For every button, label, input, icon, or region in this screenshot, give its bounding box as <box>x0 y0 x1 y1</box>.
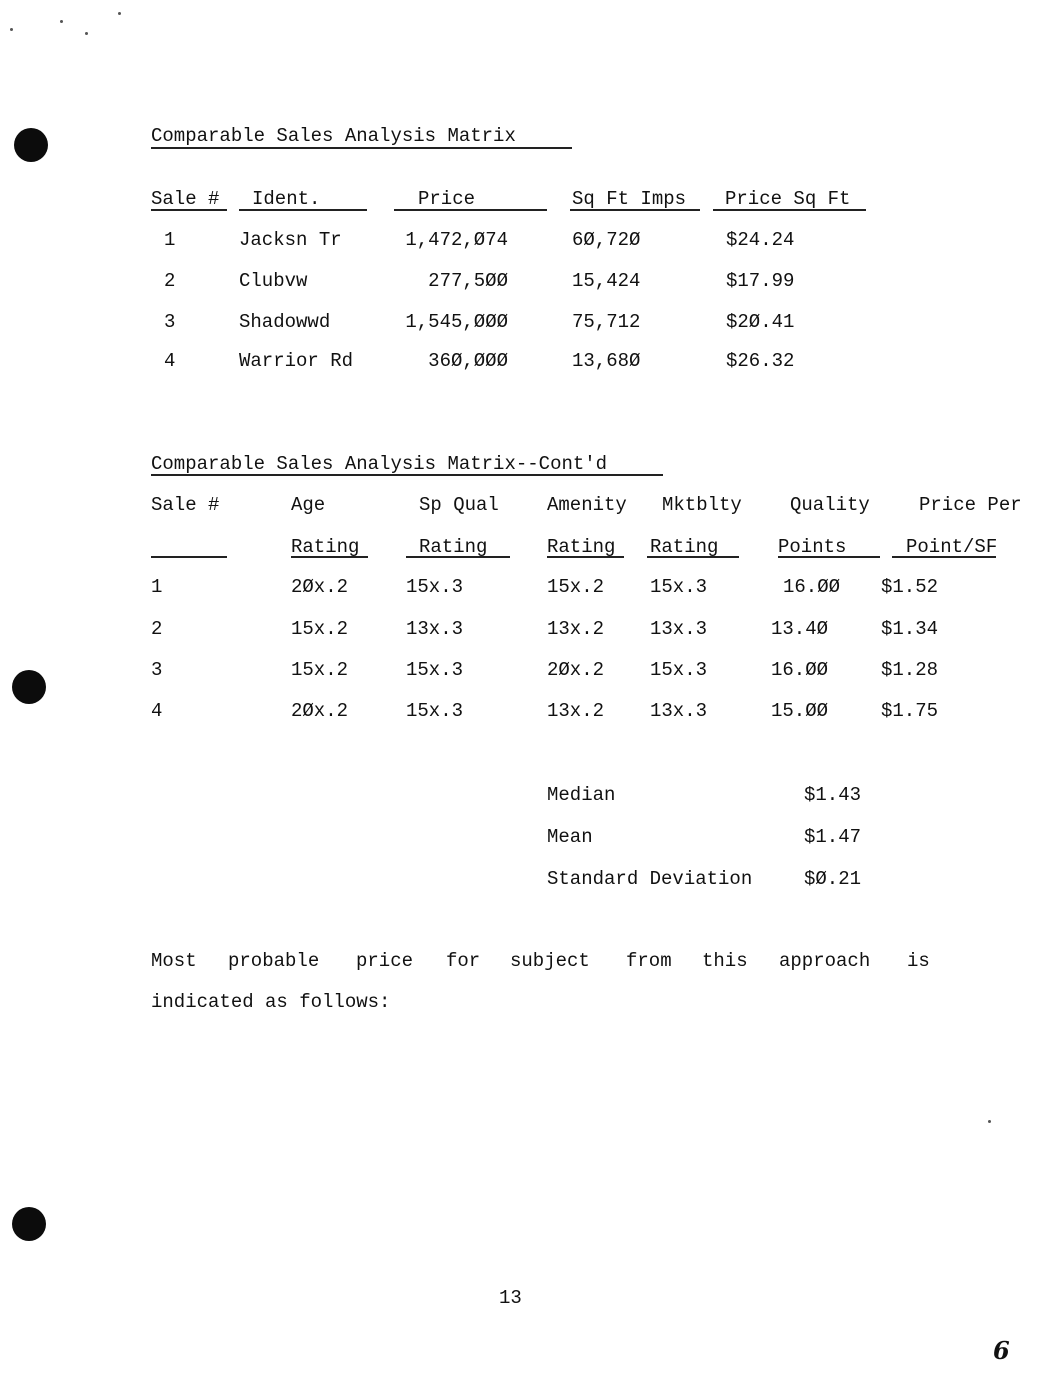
cell-ident: Jacksn Tr <box>239 229 342 251</box>
conclusion-word: this <box>702 950 748 972</box>
cell-amenity: 2Øx.2 <box>547 659 605 681</box>
header-sp-qual-rating: Rating <box>419 536 488 558</box>
cell-sqft: 6Ø,72Ø <box>572 229 641 251</box>
cell-sale: 2 <box>164 270 176 292</box>
stat-value-mean: $1.47 <box>804 826 862 848</box>
cell-sp-qual: 15x.3 <box>406 700 464 722</box>
header-rule <box>291 556 368 558</box>
conclusion-word: for <box>446 950 481 972</box>
header-rule <box>892 556 996 558</box>
scan-speck <box>60 20 63 23</box>
conclusion-word: from <box>626 950 672 972</box>
cell-price: 1,472,Ø74 <box>405 229 508 251</box>
header-age-rating: Rating <box>291 536 360 558</box>
cell-mktblty: 15x.3 <box>650 576 708 598</box>
cell-quality-points: 16.ØØ <box>782 576 840 598</box>
cell-amenity: 13x.2 <box>547 618 605 640</box>
header-price-sqft: Price Sq Ft <box>725 188 851 210</box>
cell-sp-qual: 15x.3 <box>406 576 464 598</box>
stat-value-std-dev: $Ø.21 <box>804 868 862 890</box>
header-mktblty-rating: Rating <box>650 536 719 558</box>
cell-sale: 4 <box>151 700 163 722</box>
cell-sqft: 15,424 <box>572 270 641 292</box>
header-price: Price <box>418 188 476 210</box>
header-rule <box>547 556 624 558</box>
header-rule <box>239 209 367 211</box>
header-amenity: Amenity <box>547 494 627 516</box>
header-rule <box>406 556 510 558</box>
header-rule <box>713 209 866 211</box>
cell-price-per-point: $1.34 <box>881 618 939 640</box>
cell-sale: 1 <box>164 229 176 251</box>
cell-sale: 3 <box>151 659 163 681</box>
cell-age: 15x.2 <box>291 659 349 681</box>
cell-amenity: 15x.2 <box>547 576 605 598</box>
conclusion-word: subject <box>510 950 590 972</box>
cell-sale: 3 <box>164 311 176 333</box>
header-quality-points: Points <box>778 536 847 558</box>
cell-age: 2Øx.2 <box>291 700 349 722</box>
binder-hole-bottom <box>12 1207 46 1241</box>
conclusion-word: approach <box>779 950 871 972</box>
header-rule <box>570 209 700 211</box>
scan-speck <box>118 12 121 15</box>
conclusion-word: price <box>356 950 414 972</box>
cell-sqft: 75,712 <box>572 311 641 333</box>
cell-sale: 4 <box>164 350 176 372</box>
cell-price: 36Ø,ØØØ <box>428 350 508 372</box>
scan-speck <box>988 1120 991 1123</box>
page-number: 13 <box>499 1287 522 1309</box>
cell-quality-points: 16.ØØ <box>770 659 828 681</box>
matrix2-title: Comparable Sales Analysis Matrix--Cont'd <box>151 453 608 475</box>
header-mktblty: Mktblty <box>662 494 742 516</box>
stat-value-median: $1.43 <box>804 784 862 806</box>
cell-ident: Clubvw <box>239 270 308 292</box>
cell-price-per-point: $1.52 <box>881 576 939 598</box>
header-price-per-point-sf: Point/SF <box>906 536 998 558</box>
header-sp-qual: Sp Qual <box>419 494 499 516</box>
cell-ident: Shadowwd <box>239 311 331 333</box>
cell-age: 2Øx.2 <box>291 576 349 598</box>
cell-price: 277,5ØØ <box>428 270 508 292</box>
handwritten-page-mark: 6 <box>993 1336 1010 1365</box>
cell-mktblty: 13x.3 <box>650 700 708 722</box>
cell-price-per-point: $1.28 <box>881 659 939 681</box>
cell-quality-points: 13.4Ø <box>770 618 828 640</box>
conclusion-word: is <box>907 950 930 972</box>
cell-price-sqft: $2Ø.41 <box>726 311 795 333</box>
matrix1-title: Comparable Sales Analysis Matrix <box>151 125 516 147</box>
cell-price: 1,545,ØØØ <box>405 311 508 333</box>
cell-mktblty: 13x.3 <box>650 618 708 640</box>
cell-amenity: 13x.2 <box>547 700 605 722</box>
cell-price-sqft: $17.99 <box>726 270 795 292</box>
scan-speck <box>85 32 88 35</box>
cell-sale: 1 <box>151 576 163 598</box>
cell-sqft: 13,68Ø <box>572 350 641 372</box>
header-ident: Ident. <box>252 188 321 210</box>
cell-quality-points: 15.ØØ <box>770 700 828 722</box>
header-sale-number: Sale # <box>151 188 220 210</box>
conclusion-word: probable <box>228 950 320 972</box>
binder-hole-middle <box>12 670 46 704</box>
header-sqft-imps: Sq Ft Imps <box>572 188 687 210</box>
conclusion-line2: indicated as follows: <box>151 991 391 1013</box>
cell-sale: 2 <box>151 618 163 640</box>
header-sale-number: Sale # <box>151 494 220 516</box>
cell-sp-qual: 13x.3 <box>406 618 464 640</box>
stat-label-mean: Mean <box>547 826 593 848</box>
stat-label-median: Median <box>547 784 616 806</box>
scan-speck <box>10 28 13 31</box>
header-age: Age <box>291 494 326 516</box>
header-amenity-rating: Rating <box>547 536 616 558</box>
header-rule <box>151 556 227 558</box>
cell-price-sqft: $26.32 <box>726 350 795 372</box>
header-rule <box>394 209 547 211</box>
header-rule <box>647 556 739 558</box>
stat-label-std-dev: Standard Deviation <box>547 868 753 890</box>
binder-hole-top <box>14 128 48 162</box>
cell-price-sqft: $24.24 <box>726 229 795 251</box>
header-rule <box>151 209 227 211</box>
title-rule <box>151 147 572 149</box>
header-price-per: Price Per <box>919 494 1022 516</box>
header-quality: Quality <box>790 494 870 516</box>
cell-mktblty: 15x.3 <box>650 659 708 681</box>
cell-sp-qual: 15x.3 <box>406 659 464 681</box>
title-rule <box>151 474 663 476</box>
cell-ident: Warrior Rd <box>239 350 354 372</box>
conclusion-word: Most <box>151 950 197 972</box>
cell-price-per-point: $1.75 <box>881 700 939 722</box>
header-rule <box>778 556 880 558</box>
cell-age: 15x.2 <box>291 618 349 640</box>
